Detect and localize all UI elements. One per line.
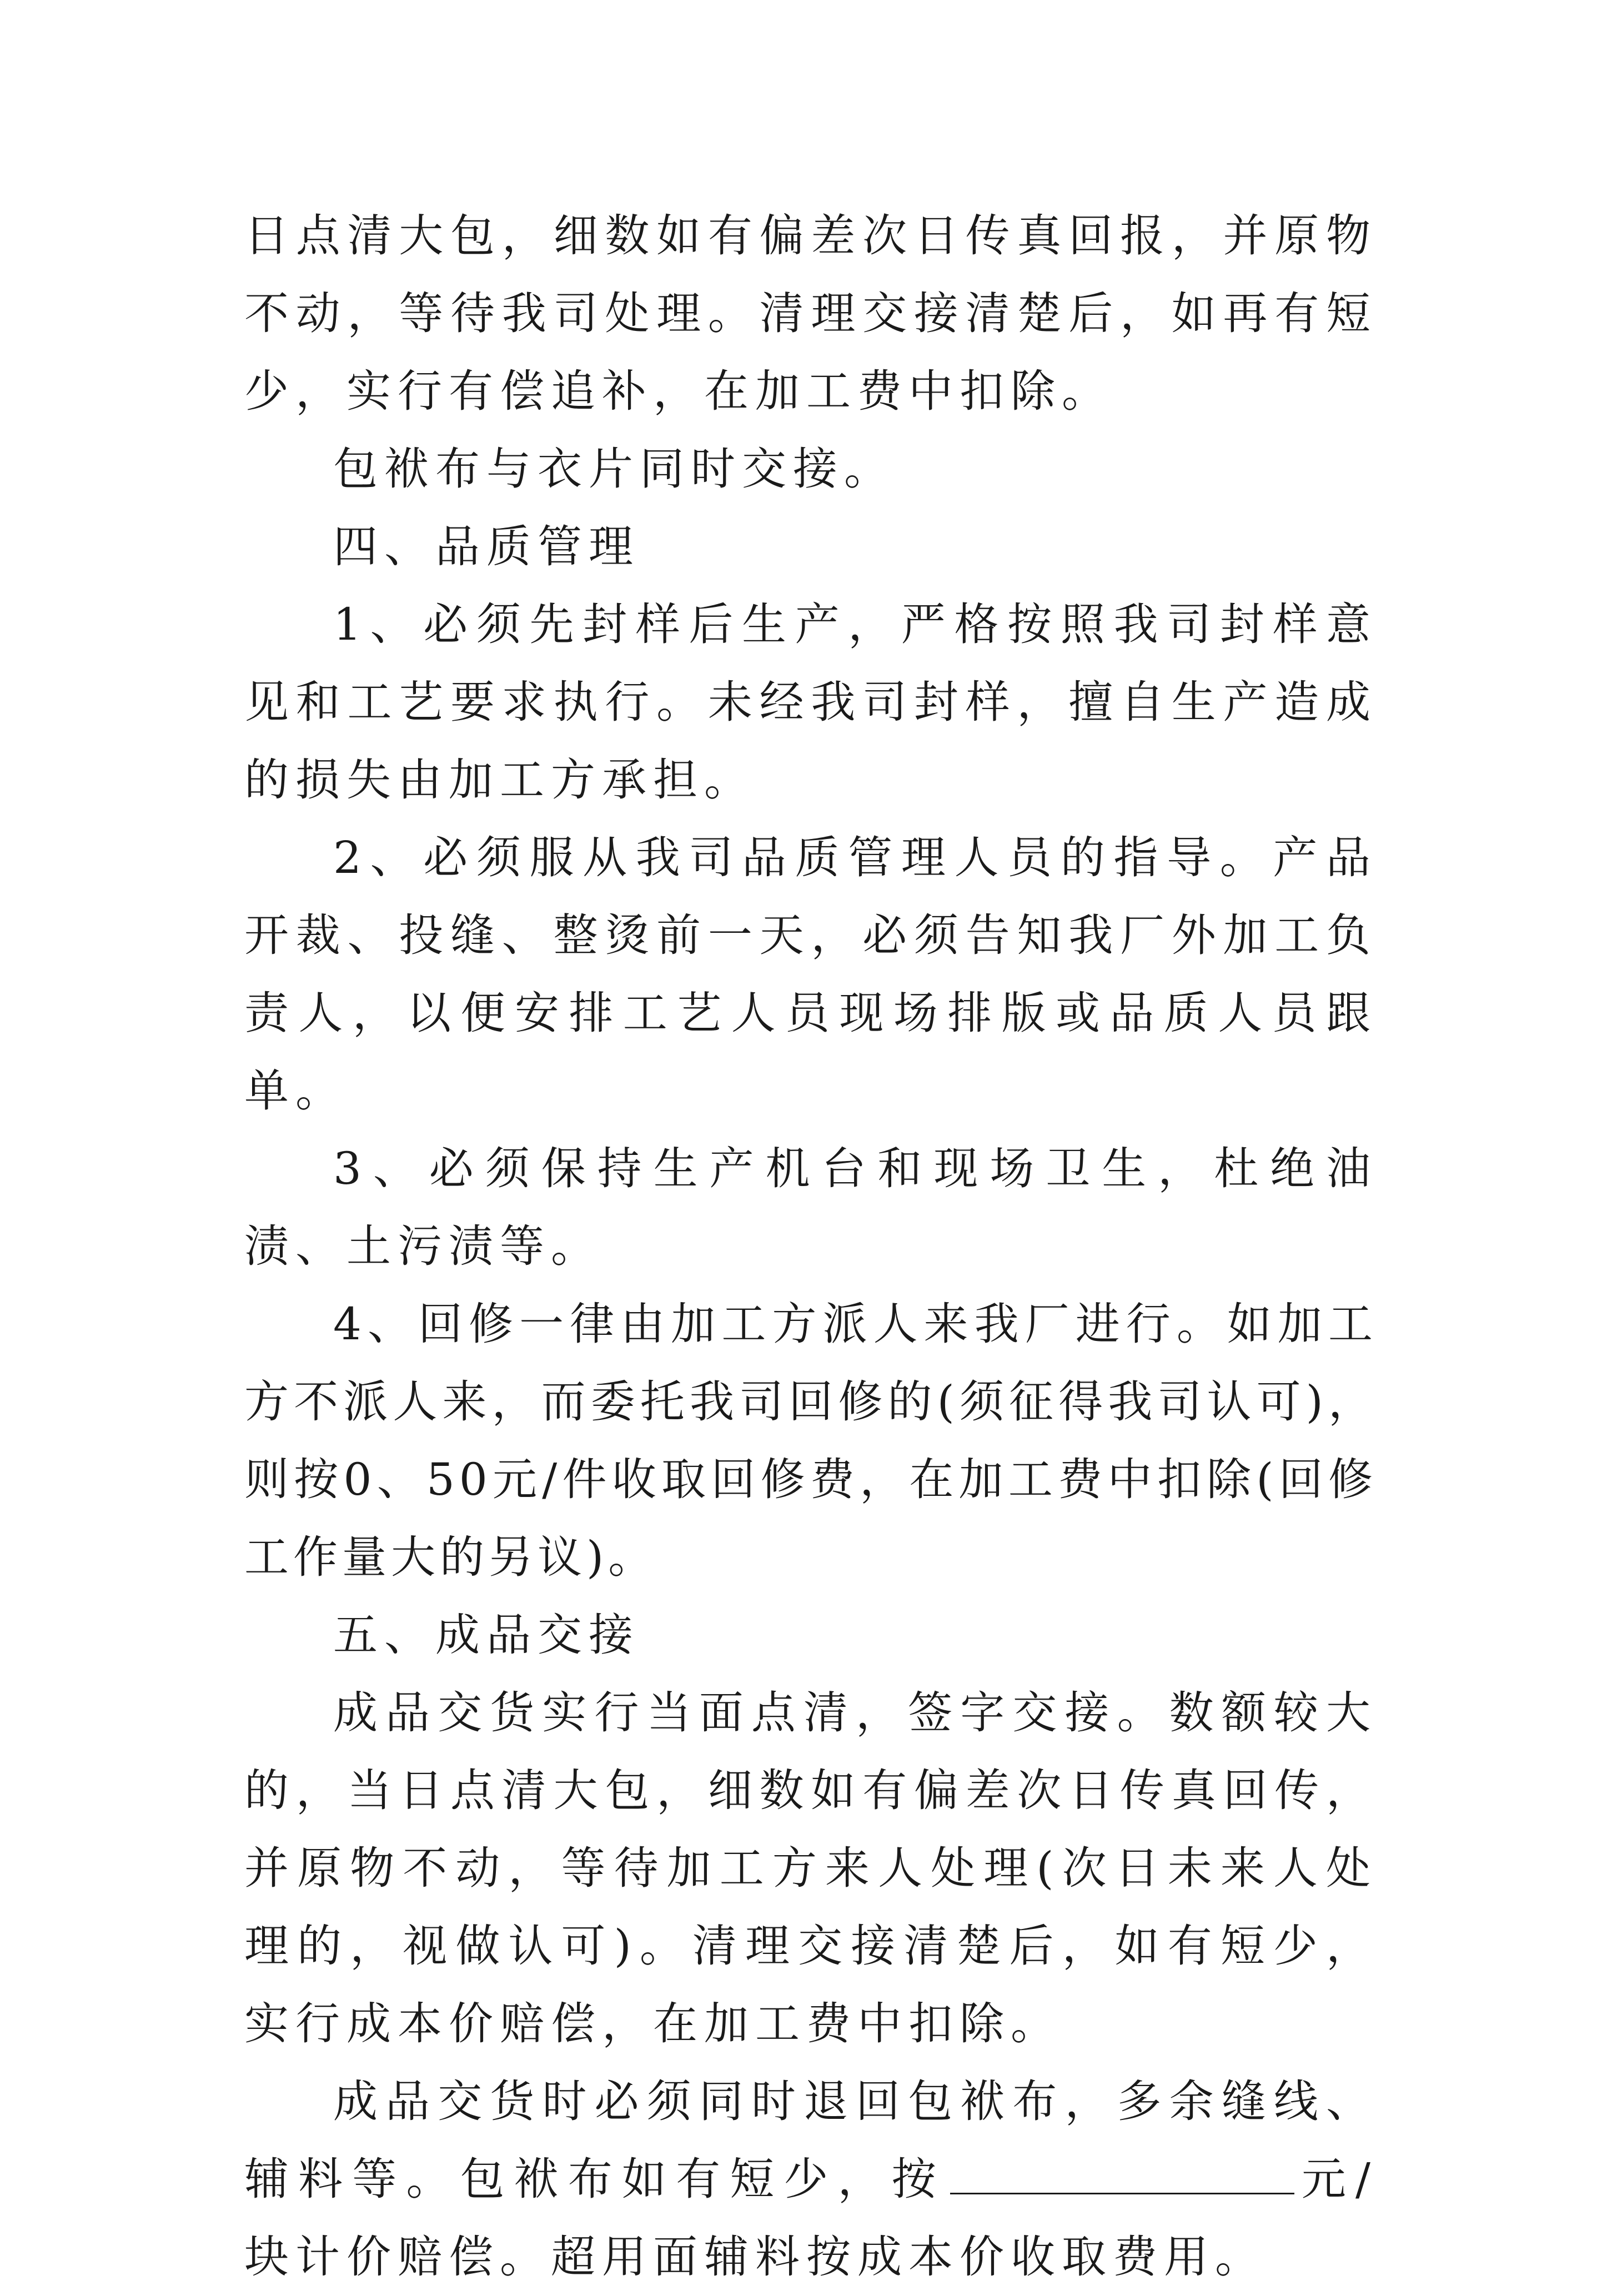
section-heading-finished-goods: 五、成品交接 [333, 1609, 640, 1661]
paragraph-wrapping-cloth: 包袱布与衣片同时交接。 [333, 443, 895, 495]
paragraph-quality-3: 3、必须保持生产机台和现场卫生，杜绝油渍、土污渍等。 [244, 1143, 1377, 1272]
paragraph-quality-4: 4、回修一律由加工方派人来我厂进行。如加工方不派人来，而委托我司回修的(须征得我司认可)，则按0、50元/件收取回修费，在加工费中扣除(回修工作量大的另议)。 [244, 1298, 1377, 1583]
fill-in-blank-line [950, 2148, 1294, 2194]
paragraph-return-materials [244, 2063, 1377, 2296]
document-body [244, 197, 1377, 2296]
paragraph-finished-goods-handover: 成品交货实行当面点清，签字交接。数额较大的，当日点清大包，细数如有偏差次日传真回传，并原物不动，等待加工方来人处理(次日未来人处理的，视做认可)。清理交接清楚后，如有短少，实行成本价赔偿，在加工费中扣除。 [244, 1687, 1377, 2049]
return-materials-text-end: 元/块计价赔偿。超用面辅料按成本价收取费用。 [244, 2153, 1378, 2283]
return-materials-text-start: 成品交货时必须同时退回包袱布，多余缝线、辅料等。包袱布如有短少，按 [244, 2076, 1377, 2205]
section-heading-quality: 四、品质管理 [333, 521, 640, 572]
paragraph-quality-2: 2、必须服从我司品质管理人员的指导。产品开裁、投缝、整烫前一天，必须告知我厂外加工负责人，以便安排工艺人员现场排版或品质人员跟单。 [244, 832, 1377, 1117]
paragraph-delivery-check: 日点清大包，细数如有偏差次日传真回报，并原物不动，等待我司处理。清理交接清楚后，如再有短少，实行有偿追补，在加工费中扣除。 [244, 210, 1377, 417]
paragraph-quality-1: 1、必须先封样后生产，严格按照我司封样意见和工艺要求执行。未经我司封样，擅自生产造成的损失由加工方承担。 [244, 599, 1377, 806]
